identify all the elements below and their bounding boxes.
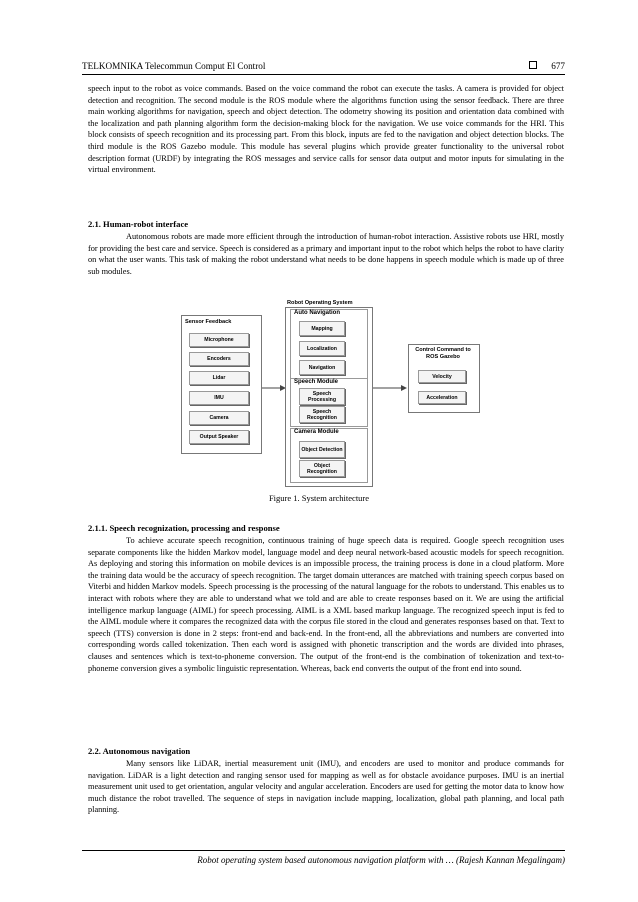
- system-architecture-diagram: [177, 298, 487, 488]
- nav-navigation: Navigation: [299, 360, 345, 375]
- running-header: [82, 60, 565, 75]
- paragraph-navigation: Many sensors like LiDAR, inertial measurement unit (IMU), and encoders are used to monitor and produce commands for navigation. LiDAR is a light detection and ranging sensor used for mapping as well as for obstacle avoidance purposes. IMU is an inertial measurement unit used to get orientation, angular velocity and angular acceleration. Encoders are used for getting the motor data to know how much distance the robot travelled. The sequence of steps in navigation include mapping, localization, global path planning, and local path planning.: [88, 759, 564, 815]
- speech-module-title: Speech Module: [294, 379, 339, 385]
- paragraph-hri: Autonomous robots are made more efficient through the introduction of human-robot interaction. Assistive robots use HRI, mostly for providing the best care and service. Speech is considered as a primary and important input to the robot which helps the robot to have clarity on what the user wants. This task of making the robot understand what needs to be done happens in speech module which is made up of three sub modules.: [88, 232, 564, 276]
- sensor-microphone: Microphone: [189, 333, 249, 347]
- running-footer: Robot operating system based autonomous navigation platform with … (Rajesh Kannan Megalingam): [82, 850, 565, 865]
- heading-2-2: 2.2. Autonomous navigation: [88, 746, 191, 756]
- nav-localization: Localization: [299, 341, 345, 356]
- heading-2-1: 2.1. Human-robot interface: [88, 219, 189, 229]
- object-recognition: Object Recognition: [299, 460, 345, 477]
- ros-title: Robot Operating System: [287, 300, 353, 306]
- journal-name: TELKOMNIKA Telecommun Comput El Control: [82, 61, 266, 71]
- sensor-feedback-title: Sensor Feedback: [185, 319, 232, 325]
- camera-module-title: Camera Module: [294, 429, 339, 435]
- control-velocity: Velocity: [418, 370, 466, 383]
- heading-2-1-1: 2.1.1. Speech recognization, processing and response: [88, 523, 280, 533]
- paragraph-speech: To achieve accurate speech recognition, continuous training of huge speech data is required. Google speech recognition uses separate components like the hidden Markov model, language model and deep neural network-based acoustic models for speech recognition. As deploying and storing this information on mobile devices is an impossible process, the training process is done in a cloud platform. More the training data would be the accuracy of speech recognition. The target domain utterances are matched with training speech corpus based on Viterbi and hidden Markov models. Speech processing is the processing of the natural language for the robots to understand. This enables us to interact with robots where they are able to understand what we told and are able to create responses based on it. We are using the artificial intelligence markup language (AIML) for speech processing. AIML is a XML based markup language. The recognized speech input is fed to the AIML module where it compares the recognized data with the corpus file stored in the cloud and generates responses based on that. Text to speech (TTS) conversion is done in 2 steps: front-end and back-end. In the front-end, all the abbreviations and numbers are converted into corresponding words called tokenization. Then each word is assigned with phonetic transcription and the words are divided into phrases, clauses and sentences which is text-to-phoneme conversion. The output of the front-end is the combination of tokenization and text-to-phoneme conversion gives a symbolic linguistic representation. Whereas, back end converts the output of the front end into sound.: [88, 536, 564, 673]
- sensor-encoders: Encoders: [189, 352, 249, 366]
- control-acceleration: Acceleration: [418, 391, 466, 404]
- figure-caption: Figure 1. System architecture: [268, 493, 370, 503]
- sensor-lidar: Lidar: [189, 371, 249, 385]
- speech-processing: Speech Processing: [299, 388, 345, 405]
- auto-navigation-title: Auto Navigation: [294, 310, 340, 316]
- checkbox-icon: [529, 61, 537, 69]
- header-right: [529, 61, 565, 71]
- page-number: 677: [551, 61, 565, 71]
- sensor-output-speaker: Output Speaker: [189, 430, 249, 444]
- object-detection: Object Detection: [299, 441, 345, 458]
- speech-recognition: Speech Recognition: [299, 406, 345, 423]
- nav-mapping: Mapping: [299, 321, 345, 336]
- control-command-title: Control Command to ROS Gazebo: [415, 347, 471, 360]
- paragraph-intro: speech input to the robot as voice commands. Based on the voice command the robot can execute the tasks. A camera is provided for object detection and recognition. The second module is the ROS module where the algorithms function using the sensor feedback. There are three main working algorithms for navigation, speech and object detection. The odometry showing its position and orientation data combined with the localization and path planning algorithm form the decision-making block for the navigation. We use voice commands for the HRI. This block consists of speech recognition and its processing part. From this block, inputs are fed to the navigation and object detection blocks. The third module is the ROS Gazebo module. This module has several plugins which provide greater functionality to the universal robot description format (URDF) by integrating the ROS messages and service calls for sensor data output and motor inputs for simulating in the virtual environment.: [88, 84, 564, 175]
- sensor-imu: IMU: [189, 391, 249, 405]
- sensor-camera: Camera: [189, 411, 249, 425]
